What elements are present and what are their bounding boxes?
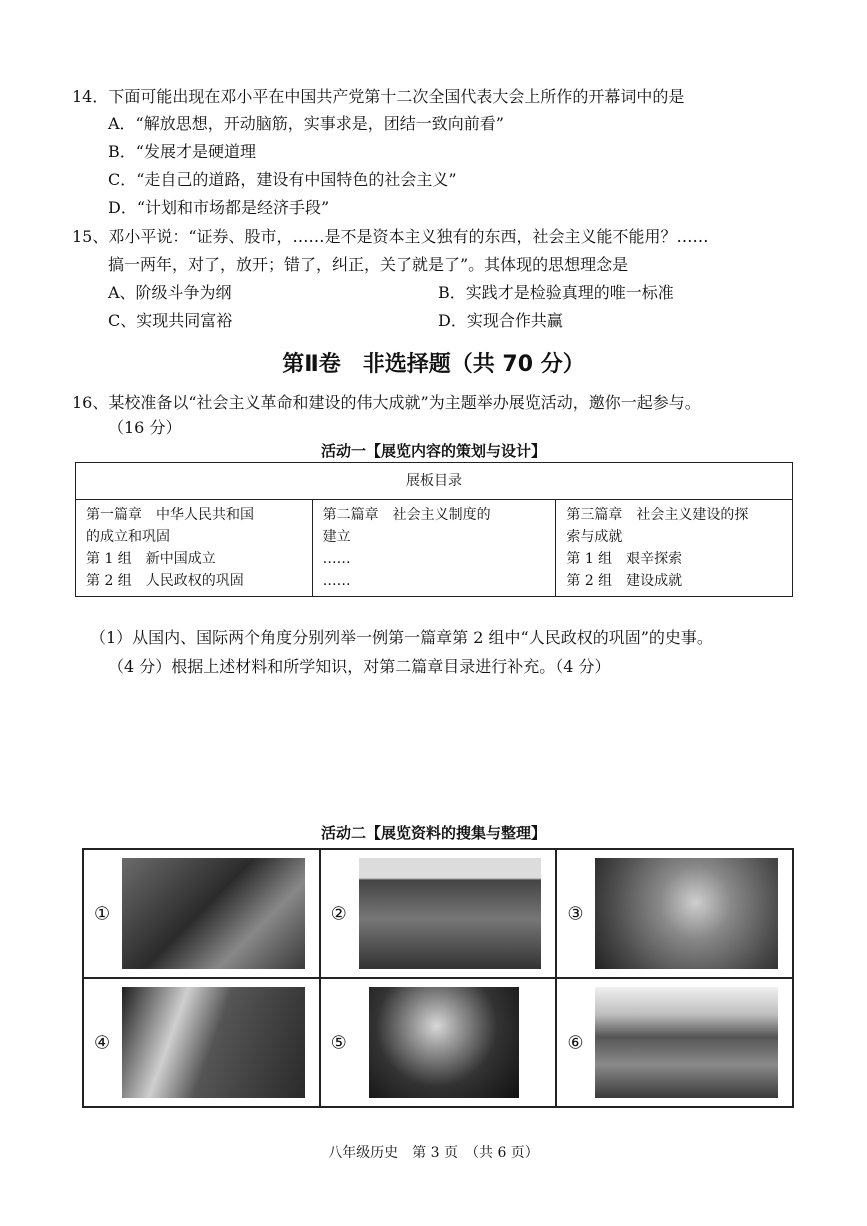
board-col1-line: 第 2 组 人民政权的巩固 xyxy=(86,573,244,589)
photo-number: ② xyxy=(330,903,347,924)
board-col2-line: 第二篇章 社会主义制度的 xyxy=(322,507,491,523)
photo-grid xyxy=(82,848,794,1108)
q16-stem: 16、某校准备以“社会主义革命和建设的伟大成就”为主题举办展览活动，邀你一起参与。 xyxy=(72,393,701,412)
q16-sub1-line1: （1）从国内、国际两个角度分别列举一例第一篇章第 2 组中“人民政权的巩固”的史事。 xyxy=(90,628,713,647)
section-2-title: 第Ⅱ卷 非选择题（共 70 分） xyxy=(282,352,585,377)
photo-number: ④ xyxy=(94,1032,111,1053)
q15-option-a: A、阶级斗争为纲 xyxy=(108,283,232,302)
historical-photo xyxy=(122,858,305,969)
activity2-title: 活动二【展览资料的搜集与整理】 xyxy=(320,824,546,842)
board-col2-line: 建立 xyxy=(322,529,351,545)
board-col2-line: …… xyxy=(322,551,351,567)
activity1-title: 活动一【展览内容的策划与设计】 xyxy=(320,442,546,460)
q15-option-c: C、实现共同富裕 xyxy=(108,311,233,330)
page-footer: 八年级历史 第 3 页 （共 6 页） xyxy=(328,1145,539,1161)
board-column-1 xyxy=(76,500,313,597)
historical-photo xyxy=(359,858,542,969)
historical-photo xyxy=(122,987,305,1098)
photo-cell-5 xyxy=(320,978,557,1107)
exhibition-board-table xyxy=(75,462,793,597)
photo-number: ③ xyxy=(567,903,584,924)
photo-cell-3 xyxy=(556,849,793,978)
board-col3-line: 第 2 组 建设成就 xyxy=(566,573,683,589)
q16-sub1-line2: （4 分）根据上述材料和所学知识，对第二篇章目录进行补充。（4 分） xyxy=(108,657,611,676)
q14-option-a: A．“解放思想，开动脑筋，实事求是，团结一致向前看” xyxy=(108,114,504,133)
q14-option-d: D．“计划和市场都是经济手段” xyxy=(108,198,330,217)
photo-number: ⑥ xyxy=(567,1032,584,1053)
board-column-2 xyxy=(312,500,556,597)
q14-option-b: B．“发展才是硬道理 xyxy=(108,142,256,161)
board-col3-line: 第 1 组 艰辛探索 xyxy=(566,551,683,567)
q16-score: （16 分） xyxy=(108,418,182,437)
q15-stem-line2: 搞一两年，对了，放开；错了，纠正，关了就是了”。其体现的思想理念是 xyxy=(108,255,629,274)
photo-number: ⑤ xyxy=(330,1032,347,1053)
board-col1-line: 的成立和巩固 xyxy=(86,529,170,545)
q15-option-d: D．实现合作共赢 xyxy=(438,311,563,330)
q15-option-b: B．实践才是检验真理的唯一标准 xyxy=(438,283,674,302)
photo-cell-2 xyxy=(320,849,557,978)
board-col1-line: 第一篇章 中华人民共和国 xyxy=(86,507,254,523)
board-col3-line: 索与成就 xyxy=(566,529,623,545)
historical-photo xyxy=(595,987,778,1098)
photo-cell-6 xyxy=(556,978,793,1107)
photo-cell-4 xyxy=(83,978,320,1107)
q15-stem-line1: 15、邓小平说：“证券、股市，……是不是资本主义独有的东西，社会主义能不能用？…… xyxy=(72,227,709,246)
historical-photo xyxy=(595,858,778,969)
board-col1-line: 第 1 组 新中国成立 xyxy=(86,551,216,567)
board-column-3 xyxy=(556,500,793,597)
q14-option-c: C．“走自己的道路，建设有中国特色的社会主义” xyxy=(108,170,457,189)
historical-photo xyxy=(369,987,520,1098)
board-header: 展板目录 xyxy=(76,463,793,500)
photo-cell-1 xyxy=(83,849,320,978)
photo-number: ① xyxy=(94,903,111,924)
board-col3-line: 第三篇章 社会主义建设的探 xyxy=(566,507,749,523)
board-col2-line: …… xyxy=(322,573,351,589)
q14-stem: 14．下面可能出现在邓小平在中国共产党第十二次全国代表大会上所作的开幕词中的是 xyxy=(72,87,685,106)
